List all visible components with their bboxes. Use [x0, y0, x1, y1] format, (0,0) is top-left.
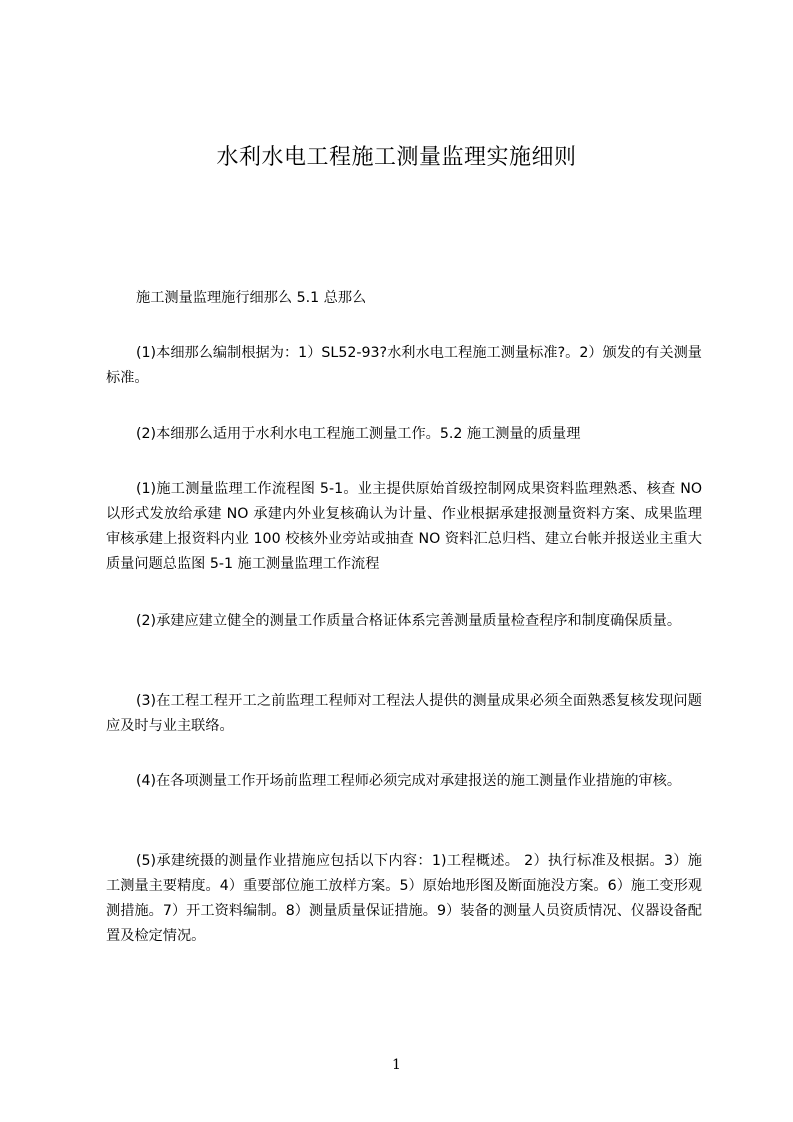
paragraph-measures-review: (4)在各项测量工作开场前监理工程师必须完成对承建报送的施工测量作业措施的审核。 [136, 773, 682, 789]
paragraph-quality-system: (2)承建应建立健全的测量工作质量合格证体系完善测量质量检查程序和制度确保质量。 [136, 613, 682, 629]
page-number: 1 [392, 1057, 401, 1073]
paragraph-pre-start-review: (3)在工程工程开工之前监理工程师对工程法人提供的测量成果必须全面熟悉复核发现问题应及时与业主联络。 [106, 693, 702, 734]
paragraph-measures-content: (5)承建统摄的测量作业措施应包括以下内容：1)工程概述。 2）执行标准及根据。3）施工测量主要精度。4）重要部位施工放样方案。5）原始地形图及断面施没方案。6）施工变形观测措施。7）开工资料编制。8）测量质量保证措施。9）装备的测量人员资质情况、仪器设备配置及检定情况。 [106, 853, 702, 944]
paragraph-scope: (2)本细那么适用于水利水电工程施工测量工作。5.2 施工测量的质量理 [136, 426, 581, 442]
paragraph-section-heading: 施工测量监理施行细那么 5.1 总那么 [136, 290, 367, 306]
paragraph-basis: (1)本细那么编制根据为：1）SL52-93?水利水电工程施工测量标准?。2）颁发的有关测量标准。 [106, 345, 702, 386]
paragraph-workflow: (1)施工测量监理工作流程图 5-1。业主提供原始首级控制网成果资料监理熟悉、核查 NO 以形式发放给承建 NO 承建内外业复核确认为计量、作业根据承建报测量资料方案、成果监理审核承建上报资料内业 100 校核外业旁站或抽查 NO 资料汇总归档、建立台帐并报送业主重大质量问题总监图 5-1 施工测量监理工作流程 [106, 481, 702, 572]
document-title: 水利水电工程施工测量监理实施细则 [216, 145, 577, 170]
